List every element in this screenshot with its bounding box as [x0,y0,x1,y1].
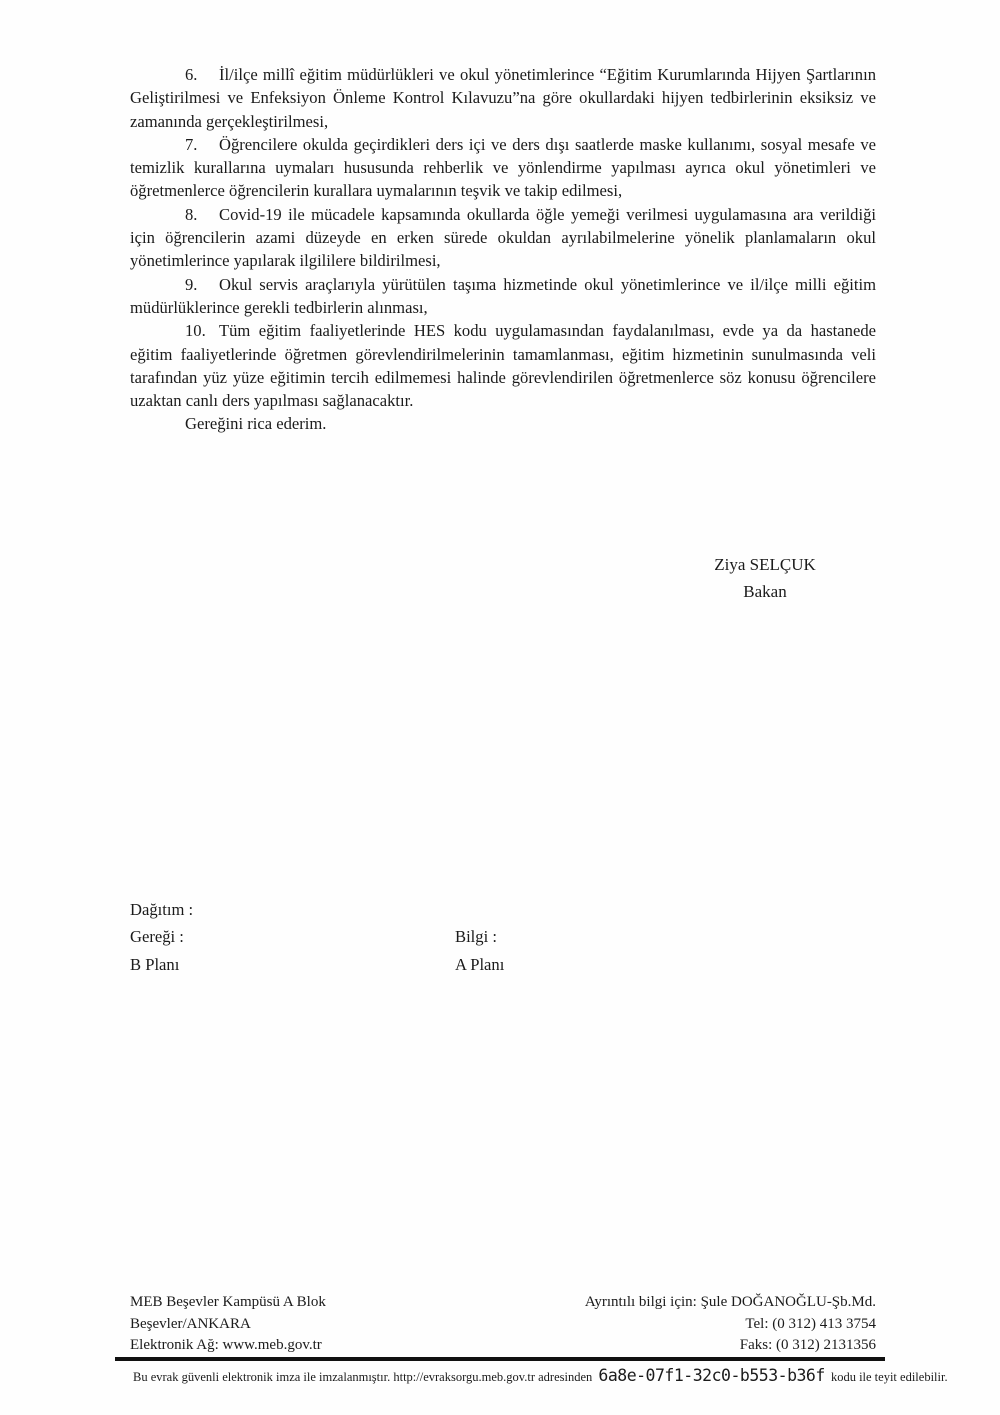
paragraph-text: Tüm eğitim faaliyetlerinde HES kodu uygulamasından faydalanılması, evde ya da hastanede eğitim faaliyetlerinde öğretmen görevlendirilmelerinin tamamlanması, eğitim hizmetinin sunulmasında veli tarafından yüz yüze eğitimin tercih edilmemesi halinde görevlendirilen öğretmenlerce söz konusu öğrencilere uzaktan canlı ders yapılması sağlanacaktır. [130,321,876,411]
verification-prefix: Bu evrak güvenli elektronik imza ile imzalanmıştır. http://evraksorgu.meb.gov.tr adresinden [133,1370,593,1384]
distribution-heading: Dağıtım : [130,900,194,919]
verification-suffix: kodu ile teyit edilebilir. [830,1370,948,1384]
distribution-right-label: Bilgi : [455,927,497,947]
letter-body [130,63,876,436]
numbered-paragraph [130,203,876,273]
footer-address-line: MEB Beşevler Kampüsü A Blok [130,1294,326,1310]
paragraph-number: 9. [185,274,198,294]
distribution-left-label: Gereği : [130,927,184,947]
distribution-values-row [130,951,690,978]
footer-contact [585,1292,876,1357]
paragraph-text: İl/ilçe millî eğitim müdürlükleri ve okul yönetimlerince “Eğitim Kurumlarında Hijyen Şartlarının Geliştirilmesi ve Enfeksiyon Önleme Kontrol Kılavuzu”na göre okullardaki hijyen tedbirlerinin eksiksiz ve zamanında gerçekleştirilmesi, [130,65,876,131]
distribution-labels-row [130,923,690,950]
footer-address [130,1292,326,1357]
signer-title: Bakan [743,582,787,601]
footer-contact-line: Faks: (0 312) 2131356 [739,1337,876,1353]
distribution-block [130,896,690,978]
signature-block [640,551,890,605]
distribution-right-value: A Planı [455,954,505,974]
footer-contact-line: Ayrıntılı bilgi için: Şule DOĞANOĞLU-Şb.Md. [584,1294,876,1310]
paragraph-number: 8. [185,204,198,224]
numbered-paragraph [130,133,876,203]
e-signature-verification-strip [133,1366,948,1385]
paragraph-number: 7. [185,134,198,154]
numbered-paragraph [130,273,876,320]
signer-name: Ziya SELÇUK [714,555,816,574]
paragraph-text: Covid-19 ile mücadele kapsamında okullarda öğle yemeği verilmesi uygulamasına ara verildiği için öğrencilerin azami düzeyde en erken sürede okuldan ayrılabilmelerine yönelik planlamaların okul yönetimlerince yapılarak ilgililere bildirilmesi, [130,204,876,271]
footer-divider-rule [115,1357,885,1361]
numbered-paragraph [130,63,876,133]
paragraph-text: Okul servis araçlarıyla yürütülen taşıma hizmetinde okul yönetimlerince ve il/ilçe milli eğitim müdürlüklerince gerekli tedbirlerin alınması, [130,274,876,317]
distribution-heading-row [130,896,690,923]
numbered-paragraph [130,319,876,412]
footer-address-line: Beşevler/ANKARA [130,1315,251,1332]
paragraph-text: Öğrencilere okulda geçirdikleri ders içi ve ders dışı saatlerde maske kullanımı, sosyal mesafe ve temizlik kurallarına uymaları hususunda rehberlik ve yönlendirme yapılması ayrıca okul yönetimleri ve öğretmenlerce öğrencilerin kurallara uymalarının teşvik ve takip edilmesi, [130,134,876,201]
closing-line: Gereğini rica ederim. [185,414,327,434]
paragraph-number: 10. [185,321,206,341]
footer-contact-block [130,1292,876,1357]
paragraph-number: 6. [185,65,198,84]
verification-code: 6a8e-07f1-32c0-b553-b36f [598,1366,825,1385]
distribution-left-value: B Planı [130,954,180,974]
footer-contact-line: Tel: (0 312) 413 3754 [745,1315,876,1332]
footer-address-line: Elektronik Ağ: www.meb.gov.tr [130,1337,322,1353]
